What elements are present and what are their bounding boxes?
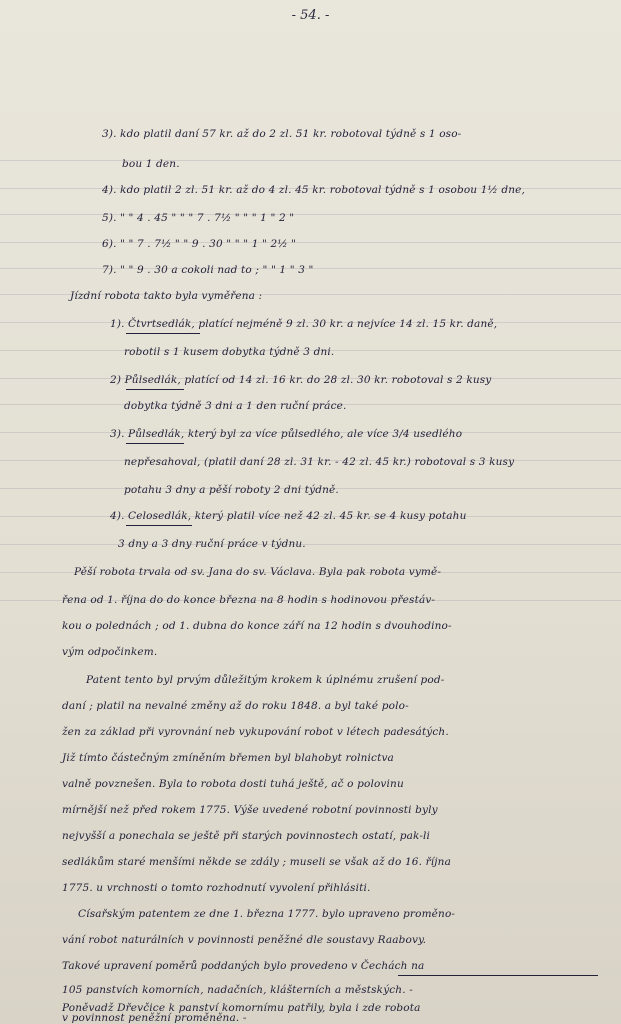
- text-line: kou o polednách ; od 1. dubna do konce září na 12 hodin s dvouhodino-: [62, 620, 452, 632]
- text-line: robotil s 1 kusem dobytka týdně 3 dni.: [124, 346, 335, 358]
- text-line: žen za základ při vyrovnání neb vykupování robot v létech padesátých.: [62, 726, 449, 738]
- text-line: valně povznešen. Byla to robota dosti tuhá ještě, ač o polovinu: [62, 778, 404, 790]
- text-line: sedlákům staré menšími někde se zdály ; museli se však až do 16. října: [62, 856, 451, 868]
- text-line: Jízdní robota takto byla vyměřena :: [70, 290, 263, 302]
- text-line: 3). Půlsedlák, který byl za více půlsedlého, ale více 3/4 usedlého: [110, 428, 463, 440]
- underline-mark: [126, 525, 192, 526]
- text-line: 7). " " 9 . 30 a cokoli nad to ; " " 1 " 3 ": [102, 264, 314, 276]
- text-line: 3). kdo platil daní 57 kr. až do 2 zl. 51 kr. robotoval týdně s 1 oso-: [102, 128, 462, 140]
- text-line: řena od 1. října do do konce března na 8 hodin s hodinovou přestáv-: [62, 594, 436, 606]
- text-line: bou 1 den.: [122, 158, 180, 170]
- underline-mark: [126, 389, 184, 390]
- text-line: 1). Čtvrtsedlák, platící nejméně 9 zl. 30 kr. a nejvíce 14 zl. 15 kr. daně,: [110, 318, 498, 330]
- ruled-line: [0, 242, 621, 243]
- text-line: Císařským patentem ze dne 1. března 1777. bylo upraveno proměno-: [78, 908, 456, 920]
- text-line: 5). " " 4 . 45 " " " 7 . 7½ " " " 1 " 2 ": [102, 212, 295, 224]
- text-line: 4). kdo platil 2 zl. 51 kr. až do 4 zl. 45 kr. robotoval týdně s 1 osobou 1½ dne,: [102, 184, 525, 196]
- text-line: Patent tento byl prvým důležitým krokem k úplnému zrušení pod-: [86, 674, 445, 686]
- text-line: 4). Celosedlák, který platil více než 42 zl. 45 kr. se 4 kusy potahu: [110, 510, 467, 522]
- text-line: Pěší robota trvala od sv. Jana do sv. Václava. Byla pak robota vymě-: [74, 566, 442, 578]
- text-line: Takové upravení poměrů poddaných bylo provedeno v Čechách na: [62, 960, 425, 972]
- text-line: Poněvadž Dřevčice k panství komornímu patřily, byla i zde robota: [62, 1002, 421, 1014]
- ruled-line: [0, 544, 621, 545]
- underline-mark: [398, 975, 598, 976]
- text-line: 3 dny a 3 dny ruční práce v týdnu.: [118, 538, 306, 550]
- text-line: nejvyšší a ponechala se ještě při starých povinnostech ostatí, pak-li: [62, 830, 431, 842]
- underline-mark: [126, 333, 200, 334]
- text-line: 2) Půlsedlák, platící od 14 zl. 16 kr. do 28 zl. 30 kr. robotoval s 2 kusy: [110, 374, 492, 386]
- text-line: dobytka týdně 3 dni a 1 den ruční práce.: [124, 400, 347, 412]
- text-line: mírnější než před rokem 1775. Výše uvedené robotní povinnosti byly: [62, 804, 438, 816]
- page-number: - 54. -: [291, 8, 330, 23]
- text-line: vání robot naturálních v povinnosti peněžné dle soustavy Raabovy.: [62, 934, 427, 946]
- text-line: Již tímto částečným zmíněním břemen byl blahobyt rolnictva: [62, 752, 394, 764]
- text-line: 105 panstvích komorních, nadačních, klášterních a městských. -: [62, 984, 413, 996]
- text-line: daní ; platil na nevalné změny až do roku 1848. a byl také polo-: [62, 700, 409, 712]
- text-line: v povinnost peněžní proměněna. -: [62, 1012, 247, 1024]
- underline-mark: [126, 443, 184, 444]
- ruled-line: [0, 160, 621, 161]
- text-line: nepřesahoval, (platil daní 28 zl. 31 kr. - 42 zl. 45 kr.) robotoval s 3 kusy: [124, 456, 515, 468]
- text-line: 1775. u vrchnosti o tomto rozhodnutí vyvolení přihlásiti.: [62, 882, 371, 894]
- text-line: potahu 3 dny a pěší roboty 2 dni týdně.: [124, 484, 339, 496]
- ruled-line: [0, 214, 621, 215]
- text-line: 6). " " 7 . 7½ " " 9 . 30 " " " 1 " 2½ ": [102, 238, 297, 250]
- text-line: vým odpočinkem.: [62, 646, 158, 658]
